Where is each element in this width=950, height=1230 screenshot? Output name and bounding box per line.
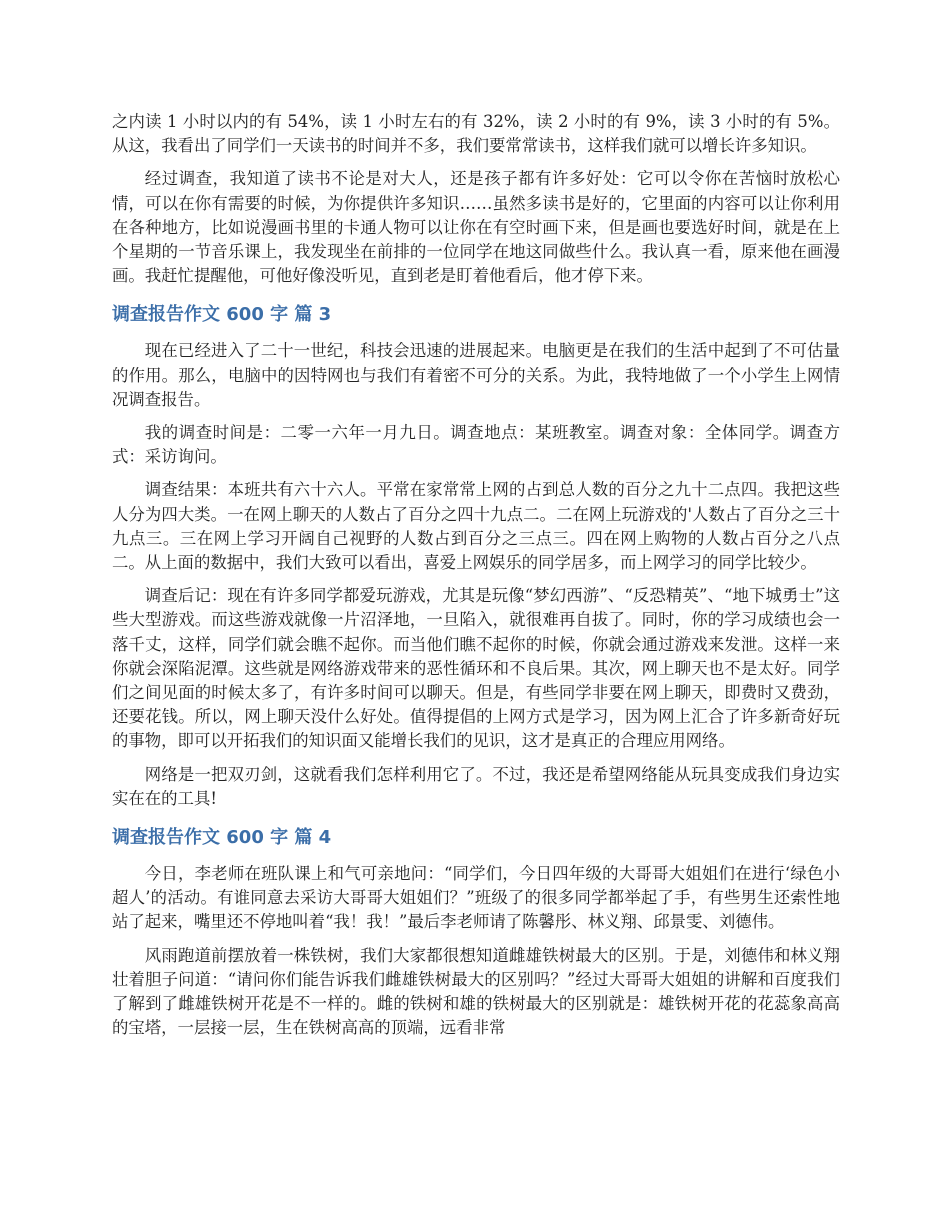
- document-page: [112, 110, 840, 1050]
- section-heading: 调查报告作文 600 字 篇 3: [112, 304, 332, 326]
- paragraph: 我的调查时间是：二零一六年一月九日。调查地点：某班教室。调查对象：全体同学。调查方式：采访询问。: [112, 423, 840, 467]
- paragraph: 现在已经进入了二十一世纪，科技会迅速的进展起来。电脑更是在我们的生活中起到了不可估量的作用。那么，电脑中的因特网也与我们有着密不可分的关系。为此，我特地做了一个小学生上网情况调查报告。: [112, 341, 840, 409]
- section-heading: 调查报告作文 600 字 篇 4: [112, 827, 332, 849]
- paragraph: 风雨跑道前摆放着一株铁树，我们大家都很想知道雌雄铁树最大的区别。于是，刘德伟和林义翔壮着胆子问道：“请问你们能告诉我们雌雄铁树最大的区别吗？”经过大哥哥大姐姐的讲解和百度我们了解到了雌雄铁树开花是不一样的。雌的铁树和雄的铁树最大的区别就是：雄铁树开花的花蕊象高高的宝塔，一层接一层，生在铁树高高的顶端，远看非常: [112, 945, 840, 1038]
- paragraph: 之内读 1 小时以内的有 54%，读 1 小时左右的有 32%，读 2 小时的有 9%，读 3 小时的有 5%。从这，我看出了同学们一天读书的时间并不多，我们要常常读书，这样我们就可以增长许多知识。: [112, 112, 840, 156]
- paragraph: 经过调查，我知道了读书不论是对大人，还是孩子都有许多好处：它可以令你在苦恼时放松心情，可以在你有需要的时候，为你提供许多知识……虽然多读书是好的，它里面的内容可以让你利用在各种地方，比如说漫画书里的卡通人物可以让你在有空时画下来，但是画也要选好时间，就是在上个星期的一节音乐课上，我发现坐在前排的一位同学在地这同做些什么。我认真一看，原来他在画漫画。我赶忙提醒他，可他好像没听见，直到老是盯着他看后，他才停下来。: [112, 169, 840, 286]
- paragraph: 调查后记：现在有许多同学都爱玩游戏，尤其是玩像“梦幻西游”、“反恐精英”、“地下城勇士”这些大型游戏。而这些游戏就像一片沼泽地，一旦陷入，就很难再自拔了。同时，你的学习成绩也会一落千丈，这样，同学们就会瞧不起你。而当他们瞧不起你的时候，你就会通过游戏来发泄。这样一来你就会深陷泥潭。这些就是网络游戏带来的恶性循环和不良后果。其次，网上聊天也不是太好。同学们之间见面的时候太多了，有许多时间可以聊天。但是，有些同学非要在网上聊天，即费时又费劲，还要花钱。所以，网上聊天没什么好处。值得提倡的上网方式是学习，因为网上汇合了许多新奇好玩的事物，即可以开拓我们的知识面又能增长我们的见识，这才是真正的合理应用网络。: [112, 586, 840, 751]
- paragraph: 调查结果：本班共有六十六人。平常在家常常上网的占到总人数的百分之九十二点四。我把这些人分为四大类。一在网上聊天的人数占了百分之四十九点二。二在网上玩游戏的'人数占了百分之三十九点三。三在网上学习开阔自己视野的人数占到百分之三点三。四在网上购物的人数占百分之八点二。从上面的数据中，我们大致可以看出，喜爱上网娱乐的同学居多，而上网学习的同学比较少。: [112, 480, 840, 573]
- paragraph: 网络是一把双刃剑，这就看我们怎样利用它了。不过，我还是希望网络能从玩具变成我们身边实实在在的工具!: [112, 764, 840, 808]
- paragraph: 今日，李老师在班队课上和气可亲地问：“同学们，今日四年级的大哥哥大姐姐们在进行‘绿色小超人’的活动。有谁同意去采访大哥哥大姐姐们？”班级了的很多同学都举起了手，有些男生还索性地站了起来，嘴里还不停地叫着“我！我！”最后李老师请了陈馨彤、林义翔、邱景雯、刘德伟。: [112, 864, 840, 932]
